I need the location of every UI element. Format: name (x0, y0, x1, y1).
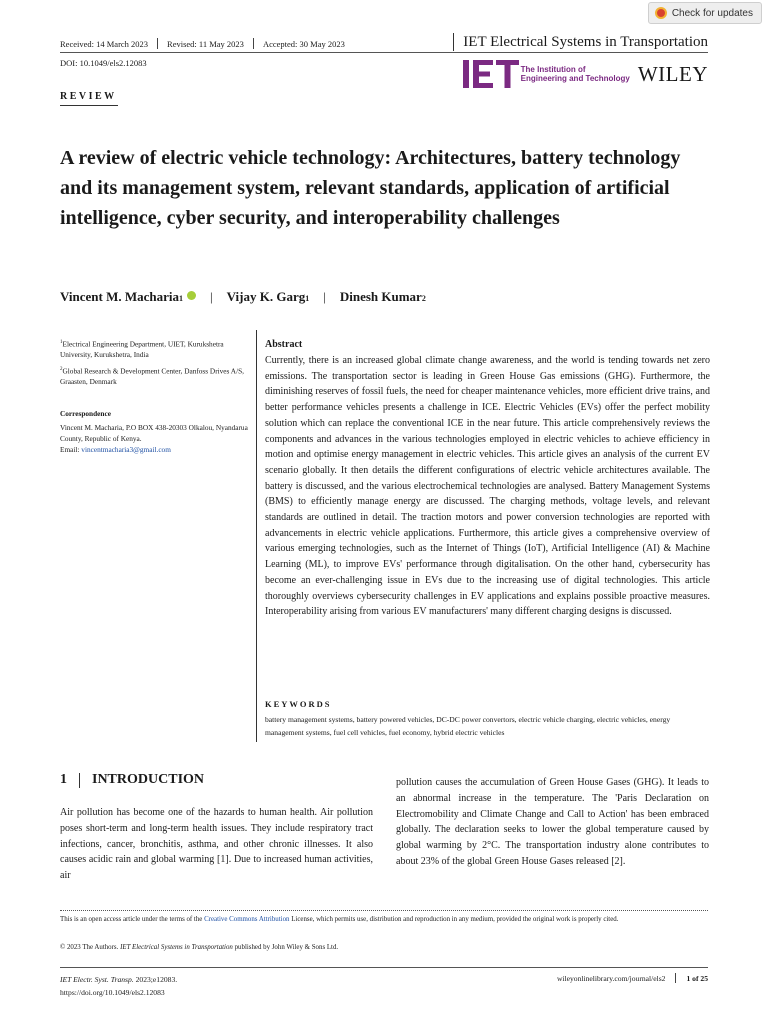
check-for-updates-button[interactable] (648, 2, 762, 24)
copyright-note: © 2023 The Authors. IET Electrical Systems in Transportation published by John Wiley & Sons Ltd. (60, 944, 339, 951)
received-date: Received: 14 March 2023 (60, 38, 149, 49)
author-name: Vincent M. Macharia (60, 289, 180, 304)
citation-details: 2023;e12083. (135, 975, 178, 984)
footer-separator (675, 973, 676, 983)
affiliation: $^1$Electrical Engineering Department, UIET, Kurukshetra University, Kurukshetra, India (60, 339, 224, 360)
orcid-icon[interactable] (187, 291, 196, 300)
revised-date: Revised: 11 May 2023 (167, 38, 244, 49)
article-title: A review of electric vehicle technology: Architectures, battery technology and its management system, relevant standards, application of artificial intelligence, cyber security, and interoperability challenges (60, 147, 681, 229)
header-rule (60, 52, 708, 53)
accepted-date: Accepted: 30 May 2023 (262, 38, 345, 49)
cc-license-link[interactable]: Creative Commons Attribution (204, 916, 290, 923)
journal-title: IET Electrical Systems in Transportation (463, 33, 708, 50)
keywords-heading: KEYWORDS (265, 699, 332, 709)
correspondence-address: Vincent M. Macharia, P.O BOX 438-20303 Olkalou, Nyandarua County, Republic of Kenya. (60, 423, 248, 443)
article-dates (60, 38, 345, 49)
article-type-rule (60, 105, 118, 106)
citation-journal: IET Electr. Syst. Transp. (60, 975, 134, 984)
journal-header (453, 33, 708, 51)
page-number: 1 of 25 (686, 973, 708, 983)
footer-rule (60, 967, 708, 968)
keywords-text: battery management systems, battery powered vehicles, DC-DC power convertors, electric vehicle charging, electric vehicles, energy management systems, fuel cell vehicles, fuel economy, hybrid electric vehicles (265, 715, 671, 737)
section-divider (79, 773, 80, 788)
crossmark-icon (655, 7, 667, 19)
author-separator: | (210, 289, 213, 304)
author-list (60, 289, 426, 305)
check-for-updates-label: Check for updates (671, 7, 753, 19)
email-link[interactable]: vincentmacharia3@gmail.com (81, 445, 171, 454)
article-type: REVIEW (60, 91, 117, 102)
footer-citation (60, 973, 177, 999)
author-name: Dinesh Kumar (339, 289, 422, 304)
affiliation: $^2$Global Research & Development Center, Danfoss Drives A/S, Graasten, Denmark (60, 366, 244, 387)
iet-tagline: The Institution of Engineering and Technology (520, 65, 630, 83)
date-separator (157, 38, 158, 49)
license-note: This is an open access article under the terms of the Creative Commons Attribution License, which permits use, distribution and reproduction in any medium, provided the original work is properly cited. (60, 916, 619, 923)
correspondence-email-line: Email: vincentmacharia3@gmail.com (60, 445, 171, 454)
iet-logo-icon (463, 60, 519, 88)
correspondence (60, 408, 250, 455)
correspondence-heading: Correspondence (60, 409, 111, 418)
author-name: Vijay K. Garg (226, 289, 306, 304)
journal-site-link[interactable]: wileyonlinelibrary.com/journal/els2 (556, 973, 666, 983)
abstract-heading: Abstract (265, 339, 303, 350)
publisher-logos (463, 60, 708, 88)
body-column-right: pollution causes the accumulation of Green House Gases (GHG). It leads to an abnormal increase in the temperature. The 'Paris Declaration on Electromobility and Climate Change and Call to Action' has been embraced globally. The declaration seeks to lower the global temperature caused by global warming by 2°C. The transportation industry alone contributes to about 23% of the global Green House Gases released [2]. (396, 777, 709, 867)
section-number: 1 (60, 772, 67, 787)
iet-logo (463, 60, 630, 88)
section-title: INTRODUCTION (92, 772, 205, 787)
footer-site (557, 973, 708, 983)
wiley-logo: WILEY (637, 61, 708, 86)
abstract-text: Currently, there is an increased global climate change awareness, and the world is tending towards net zero emissions. The transportation sector is leading in Green House Gas emissions (GHG). Furthermore, the diminishing reserves of fossil fuels, the need for cheaper maintenance vehicles, more efficient drive trains, and better performance vehicles presents a challenge in ICE. Electric Vehicles (EVs) offer the perfect mobility solution which can replace the conventional ICE in the near future. This article comprehensively reviews the components and advances in the various technologies employed in electric vehicles to achieve efficiency in motion and optimise energy management in electric vehicles. This article gives an analysis of the current EV scenario globally. It then details the different configurations of electric vehicle architectures available. The battery is discussed, and the various electrochemical technologies are analysed. Battery Management Systems (BMS) to efficiently manage energy are discussed. The charging methods, voltage levels, and relevant standards are outlined in detail. The traction motors and power conversion technologies are reported with advancements in electric vehicle applications. Furthermore, this article gives a comprehensive overview of various emerging technologies, such as the Internet of Things (IoT), Artificial Intelligence (AI) & Machine Learning (ML), to improve EVs' performance through digitalisation. On the other hand, cybersecurity has become an ever-challenging issue in EVs due to the increasing use of digital technologies. This article thoroughly overviews cybersecurity challenges in EV applications and explains possible proactive measures. Interoperability arising from various EV manufacturers' many different charging designs is discussed. (265, 355, 710, 618)
author-affiliation-mark: 2 (421, 294, 426, 303)
body-column-left: Air pollution has become one of the hazards to human health. Air pollution poses short-term and long-term health issues. They include respiratory tract infections, cancer, bronchitis, asthma, and other chronic illnesses. It also causes acidic rain and global warming [1]. Due to increased human activities, air (60, 807, 373, 882)
date-separator (253, 38, 254, 49)
author-affiliation-mark: 1 (179, 294, 184, 303)
header-doi: DOI: 10.1049/els2.12083 (60, 58, 147, 68)
author-affiliation-mark: 1 (305, 294, 310, 303)
footer-doi-link[interactable]: https://doi.org/10.1049/els2.12083 (60, 988, 165, 997)
author-separator: | (323, 289, 326, 304)
section-heading (60, 772, 204, 788)
footnote-rule (60, 910, 708, 911)
journal-divider (453, 33, 454, 51)
